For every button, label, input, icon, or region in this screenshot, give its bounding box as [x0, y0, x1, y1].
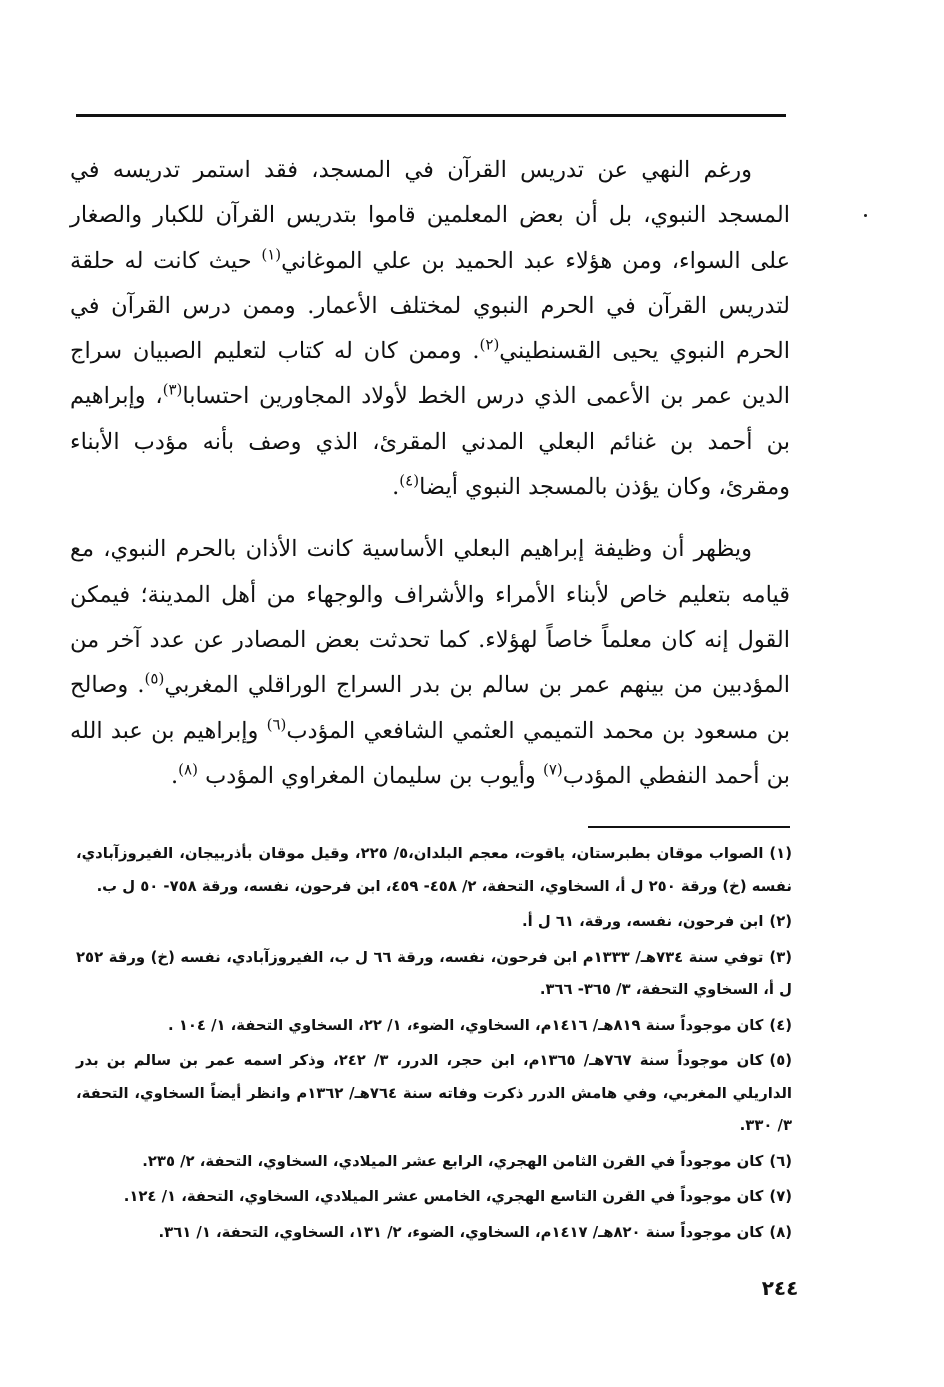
- footnote-ref-4[interactable]: (٤): [399, 471, 420, 490]
- footnote-6: [76, 1146, 792, 1179]
- footnote-ref-8[interactable]: (٨): [178, 760, 198, 779]
- footnote-text: كان موجوداً سنة ٧٦٧هـ/ ١٣٦٥م، ابن حجر، الدرر، ٣/ ٢٤٢، وذكر اسمه عمر بن سالم بن بدر الداريلي المغربي، وفي هامش الدرر ذكرت وفاته سنة ٧٦٤هـ/ ١٣٦٢م وانظر أيضاً السخاوي، التحفة، ٣/ ٣٣٠.: [76, 1052, 792, 1134]
- footnotes: [76, 838, 792, 1252]
- footnote-text: توفي سنة ٧٣٤هـ/ ١٣٣٣م ابن فرحون، نفسه، ورقة ٦٦ ل ب، الفيروزآبادي، نفسه (خ) ورقة ٢٥٢ ل أ، السخاوي التحفة، ٣/ ٣٦٥- ٣٦٦.: [76, 948, 792, 998]
- footnote-8: [76, 1217, 792, 1250]
- footnote-text: كان موجوداً في القرن التاسع الهجري، الخامس عشر الميلادي، السخاوي، التحفة، ١/ ١٢٤.: [123, 1188, 764, 1205]
- footnote-ref-5[interactable]: (٥): [144, 669, 165, 688]
- footnote-number: (٥): [769, 1052, 792, 1069]
- footnote-ref-6[interactable]: (٦): [266, 715, 287, 734]
- paragraph-1: ورغم النهي عن تدريس القرآن في المسجد، فقد استمر تدريسه في المسجد النبوي، بل أن بعض المعلمين قاموا بتدريس القرآن للكبار والصغار على السواء، ومن هؤلاء عبد الحميد بن علي الموغاني$^{(١)}$ حيث كانت له حلقة لتدريس القرآن في الحرم النبوي لمختلف الأعمار. وممن درس القرآن في الحرم النبوي يحيى القسنطيني$^{(٢)}$. وممن كان له كتاب لتعليم الصبيان سراج الدين عمر بن الأعمى الذي درس الخط لأولاد المجاورين احتسابا$^{(٣)}$، وإبراهيم بن أحمد بن غنائم البعلي المدني المقرئ، الذي وصف بأنه مؤدب الأبناء ومقرئ، وكان يؤذن بالمسجد النبوي أيضا$^{(٤)}$.: [70, 157, 791, 501]
- page-number: ٢٤٤: [761, 1276, 799, 1300]
- footnote-ref-7[interactable]: (٧): [542, 760, 563, 779]
- footnote-number: (٣): [769, 948, 792, 966]
- footnote-2: [76, 906, 792, 939]
- scan-speck: [864, 214, 867, 217]
- footnote-3: [76, 942, 792, 1007]
- footnote-ref-3[interactable]: (٣): [162, 380, 183, 399]
- footnote-number: (٧): [769, 1188, 792, 1205]
- footnote-text: كان موجوداً سنة ٨٢٠هـ/ ١٤١٧م، السخاوي، الضوء، ٢/ ١٣١، السخاوي، التحفة، ١/ ٣٦١.: [158, 1223, 764, 1241]
- footnote-7: [76, 1181, 792, 1214]
- paragraph-2: ويظهر أن وظيفة إبراهيم البعلي الأساسية كانت الأذان بالحرم النبوي، مع قيامه بتعليم خاص لأبناء الأمراء والأشراف والوجهاء من أهل المدينة؛ فيمكن القول إنه كان معلماً خاصاً لهؤلاء. كما تحدثت بعض المصادر عن عدد آخر من المؤدبين من بينهم عمر بن سالم بن بدر السراج الوراقلي المغربي$^{(٥)}$. وصالح بن مسعود بن محمد التميمي العثمي الشافعي المؤدب$^{(٦)}$ وإبراهيم بن عبد الله بن أحمد النفطي المؤدب$^{(٧)}$ وأيوب بن سليمان المغراوي المؤدب $^{(٨)}$.: [70, 536, 790, 789]
- footnote-text: كان موجوداً في القرن الثامن الهجري، الرابع عشر الميلادي، السخاوي، التحفة، ٢/ ٢٣٥.: [142, 1152, 764, 1170]
- footnote-number: (٦): [769, 1152, 792, 1170]
- footnote-number: (٨): [769, 1223, 792, 1241]
- footnote-text: كان موجوداً سنة ٨١٩هـ/ ١٤١٦م، السخاوي، الضوء، ١/ ٢٢، السخاوي التحفة، ١/ ١٠٤ .: [168, 1016, 764, 1034]
- footnote-separator: [588, 826, 790, 828]
- footnote-1: [76, 838, 792, 903]
- header-rule: [76, 114, 786, 117]
- footnote-text: ابن فرحون، نفسه، ورقة، ٦١ ل أ.: [522, 913, 764, 930]
- footnote-ref-1[interactable]: (١): [261, 245, 282, 264]
- footnote-4: [76, 1010, 792, 1043]
- footnote-number: (١): [769, 845, 792, 862]
- main-text: [70, 148, 790, 799]
- footnote-5: [76, 1045, 792, 1143]
- footnote-number: (٤): [769, 1016, 792, 1034]
- footnote-text: الصواب موقان بطبرستان، ياقوت، معجم البلدان،٥/ ٢٢٥، وقيل موقان بأذربيجان، الفيروزآبادي، نفسه (خ) ورقة ٢٥٠ ل أ، السخاوي، التحفة، ٢/ ٤٥٨- ٤٥٩، ابن فرحون، نفسه، ورقة ٧٥٨- ٥٠ ل ب.: [76, 845, 792, 895]
- footnote-ref-2[interactable]: (٢): [479, 335, 500, 354]
- footnote-number: (٢): [769, 913, 792, 930]
